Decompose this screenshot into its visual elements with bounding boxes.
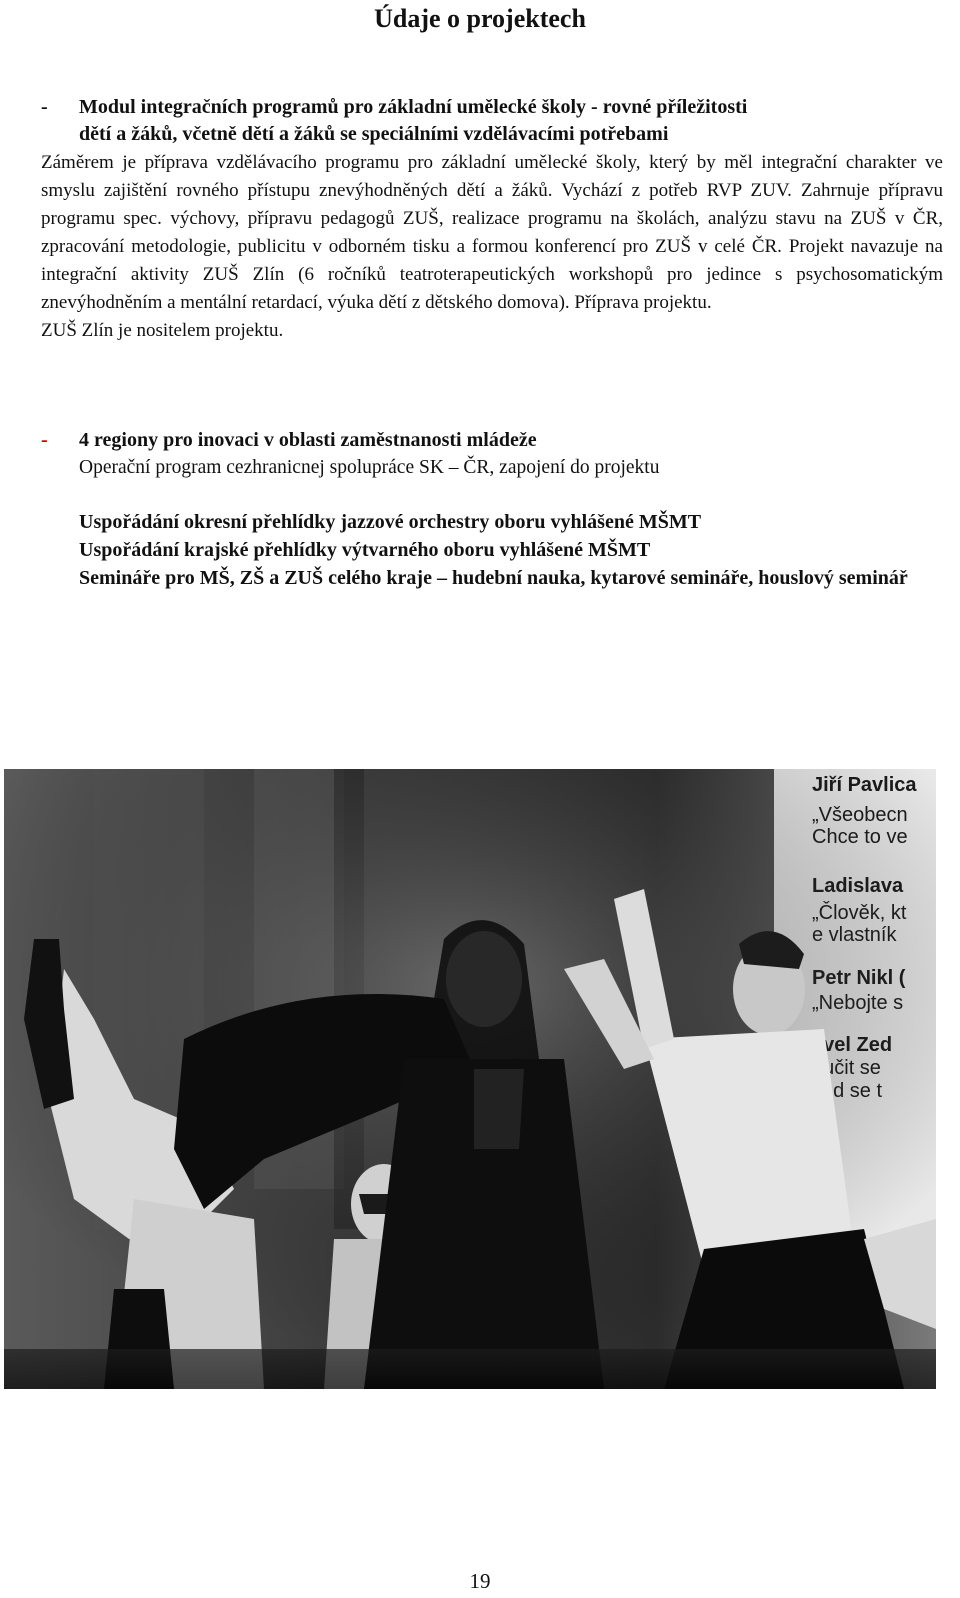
project-paragraph: Záměrem je příprava vzdělávacího programu pro základní umělecké školy, který by měl integrační charakter ve smyslu zajištění rovného přístupu znevýhodněných dětí a žáků. Vychází z potřeb RVP ZUV. Zahrnuje přípravu programu spec. výchovy, přípravu pedagogů ZUŠ, realizace programu na školách, analýzu stavu na ZUŠ v ČR, zpracování metodologie, publicitu v odborném tisku a formou konferencí pro ZUŠ v celé ČR. Projekt navazuje na integrační aktivity ZUŠ Zlín (6 ročníků teatroterapeutických workshopů pro jedince s psychosomatickým znevýhodněním a mentální retardací, výuka dětí z dětského domova). Příprava projektu. bbox=[41, 152, 943, 313]
performance-photo bbox=[4, 769, 936, 1389]
project-subtext: Operační program cezhranicnej spolupráce SK – ČR, zapojení do projektu bbox=[79, 457, 660, 478]
event-item: Uspořádání krajské přehlídky výtvarného oboru vyhlášené MŠMT bbox=[79, 539, 651, 561]
project-heading-text: 4 regiony pro inovaci v oblasti zaměstnanosti mládeže bbox=[79, 429, 537, 451]
project-note: ZUŠ Zlín je nositelem projektu. bbox=[41, 320, 284, 341]
page-number: 19 bbox=[469, 1569, 491, 1593]
event-item: Uspořádání okresní přehlídky jazzové orchestry oboru vyhlášené MŠMT bbox=[79, 511, 702, 533]
bullet-dash: - bbox=[41, 96, 48, 118]
events-list bbox=[79, 508, 939, 592]
project-description bbox=[41, 149, 943, 345]
project-heading bbox=[41, 426, 943, 454]
bullet-dash: - bbox=[41, 429, 48, 451]
project-modul-integracnich bbox=[41, 94, 943, 345]
project-heading-line-2: dětí a žáků, včetně dětí a žáků se speciálními vzdělávacími potřebami bbox=[79, 123, 669, 145]
project-4-regiony bbox=[41, 426, 943, 482]
project-heading-line-1: Modul integračních programů pro základní umělecké školy - rovné příležitosti bbox=[79, 96, 748, 118]
event-item: Semináře pro MŠ, ZŠ a ZUŠ celého kraje – hudební nauka, kytarové semináře, houslový seminář bbox=[79, 567, 908, 589]
project-heading bbox=[41, 94, 943, 148]
page-title: Údaje o projektech bbox=[374, 4, 586, 33]
